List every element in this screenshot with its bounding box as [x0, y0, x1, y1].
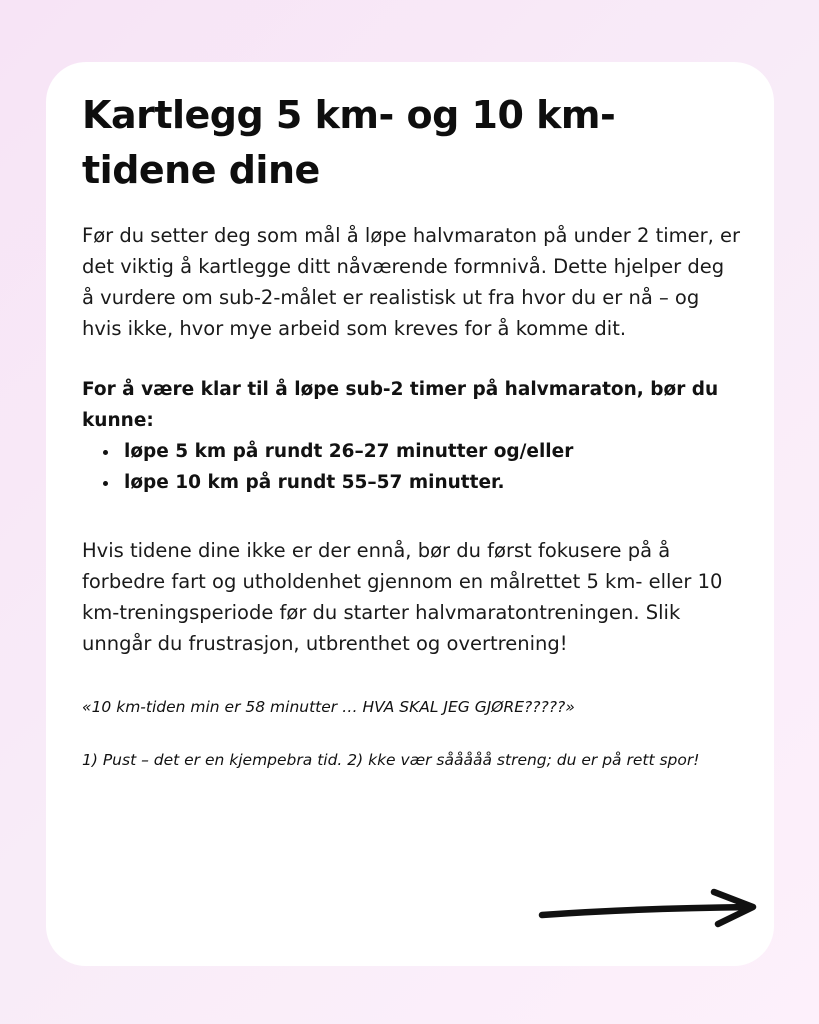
- reader-quote: «10 km-tiden min er 58 minutter … HVA SKAL JEG GJØRE?????»: [82, 698, 575, 716]
- content-card: [46, 62, 774, 966]
- list-item: • løpe 5 km på rundt 26–27 minutter og/eller: [120, 436, 738, 467]
- intro-paragraph: Før du setter deg som mål å løpe halvmaraton på under 2 timer, er det viktig å kartlegge ditt nåværende formnivå. Dette hjelper deg å vurdere om sub-2-målet er realistisk ut fra hvor du er nå – og hvis ikke, hvor mye arbeid som kreves for å komme dit.: [82, 224, 741, 340]
- requirements-list: [82, 436, 738, 498]
- requirements-lead: For å være klar til å løpe sub-2 timer på halvmaraton, bør du kunne:: [82, 379, 719, 431]
- list-item: • løpe 10 km på rundt 55–57 minutter.: [120, 467, 738, 498]
- quote-answer: 1) Pust – det er en kjempebra tid. 2) kke vær sååååå streng; du er på rett spor!: [82, 751, 700, 769]
- arrow-right-icon[interactable]: [538, 888, 758, 932]
- followup-paragraph: Hvis tidene dine ikke er der ennå, bør du først fokusere på å forbedre fart og utholdenhet gjennom en målrettet 5 km- eller 10 km-treningsperiode før du starter halvmaratontreningen. Slik unngår du frustrasjon, utbrenthet og overtrening!: [82, 539, 723, 655]
- page-title: Kartlegg 5 km- og 10 km-tidene dine: [82, 93, 616, 192]
